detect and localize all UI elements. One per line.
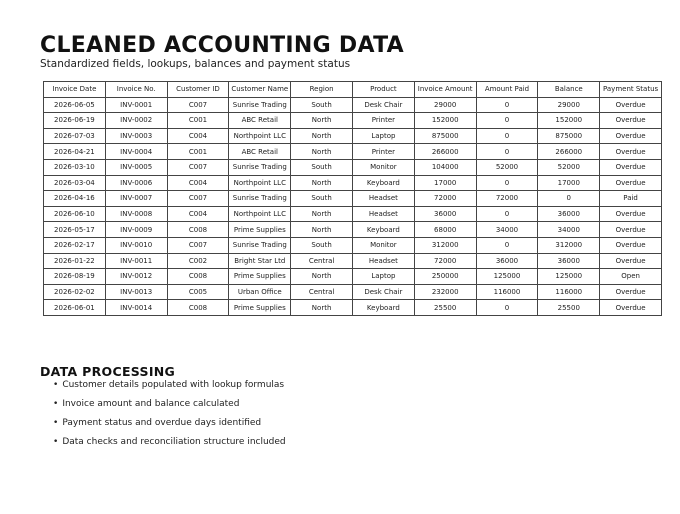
cell-product: Laptop [352, 128, 414, 144]
bullet-icon: • [53, 437, 59, 447]
cell-invoice-date: 2026-06-19 [44, 113, 106, 129]
cell-payment-status: Overdue [600, 300, 662, 316]
cell-invoice-no: INV-0005 [105, 159, 167, 175]
cell-amount-paid: 0 [476, 128, 538, 144]
cell-invoice-amount: 152000 [414, 113, 476, 129]
cell-invoice-date: 2026-01-22 [44, 253, 106, 269]
cell-invoice-no: INV-0008 [105, 206, 167, 222]
table-row [44, 128, 662, 144]
cell-invoice-no: INV-0010 [105, 237, 167, 253]
cell-invoice-no: INV-0004 [105, 144, 167, 160]
table-row [44, 300, 662, 316]
cell-region: North [291, 144, 353, 160]
cell-region: North [291, 269, 353, 285]
cell-payment-status: Overdue [600, 253, 662, 269]
cell-payment-status: Overdue [600, 159, 662, 175]
cell-customer-name: Sunrise Trading [229, 159, 291, 175]
list-item [53, 417, 286, 436]
cell-payment-status: Overdue [600, 128, 662, 144]
cell-customer-name: Sunrise Trading [229, 191, 291, 207]
cell-amount-paid: 0 [476, 206, 538, 222]
cell-amount-paid: 0 [476, 175, 538, 191]
cell-region: North [291, 222, 353, 238]
cell-region: South [291, 97, 353, 113]
header-amount-paid: Amount Paid [476, 82, 538, 98]
table-row [44, 222, 662, 238]
cell-region: North [291, 300, 353, 316]
cell-region: Central [291, 284, 353, 300]
cell-balance: 29000 [538, 97, 600, 113]
cell-balance: 312000 [538, 237, 600, 253]
list-item-text: Invoice amount and balance calculated [62, 399, 240, 409]
cell-invoice-amount: 17000 [414, 175, 476, 191]
cell-amount-paid: 34000 [476, 222, 538, 238]
cell-customer-name: ABC Retail [229, 144, 291, 160]
cell-invoice-no: INV-0012 [105, 269, 167, 285]
header-invoice-date: Invoice Date [44, 82, 106, 98]
cell-customer-id: C007 [167, 159, 229, 175]
cell-amount-paid: 0 [476, 97, 538, 113]
cell-region: South [291, 237, 353, 253]
cell-invoice-date: 2026-02-17 [44, 237, 106, 253]
cell-region: North [291, 175, 353, 191]
cell-product: Keyboard [352, 222, 414, 238]
cell-payment-status: Paid [600, 191, 662, 207]
list-item [53, 379, 286, 398]
cell-payment-status: Overdue [600, 206, 662, 222]
cell-region: North [291, 206, 353, 222]
list-item-text: Payment status and overdue days identified [62, 418, 262, 428]
cell-invoice-date: 2026-03-04 [44, 175, 106, 191]
cell-invoice-amount: 68000 [414, 222, 476, 238]
cell-invoice-no: INV-0002 [105, 113, 167, 129]
cell-balance: 36000 [538, 253, 600, 269]
cell-customer-name: ABC Retail [229, 113, 291, 129]
cell-product: Headset [352, 191, 414, 207]
cell-payment-status: Open [600, 269, 662, 285]
cell-customer-name: Urban Office [229, 284, 291, 300]
table-header [44, 82, 662, 98]
processing-list [53, 379, 286, 455]
cell-product: Monitor [352, 237, 414, 253]
cell-amount-paid: 72000 [476, 191, 538, 207]
cell-region: South [291, 191, 353, 207]
table-row [44, 97, 662, 113]
cell-amount-paid: 0 [476, 300, 538, 316]
bullet-icon: • [53, 418, 59, 428]
cell-invoice-amount: 312000 [414, 237, 476, 253]
cell-balance: 875000 [538, 128, 600, 144]
cell-invoice-date: 2026-06-05 [44, 97, 106, 113]
cell-invoice-amount: 875000 [414, 128, 476, 144]
cell-customer-id: C004 [167, 175, 229, 191]
cell-invoice-no: INV-0003 [105, 128, 167, 144]
cell-invoice-date: 2026-02-02 [44, 284, 106, 300]
page-title: CLEANED ACCOUNTING DATA [40, 33, 405, 58]
cell-amount-paid: 0 [476, 237, 538, 253]
cell-invoice-no: INV-0001 [105, 97, 167, 113]
table-row [44, 144, 662, 160]
cell-product: Monitor [352, 159, 414, 175]
cell-customer-id: C001 [167, 144, 229, 160]
cell-customer-id: C004 [167, 206, 229, 222]
cell-invoice-date: 2026-07-03 [44, 128, 106, 144]
cell-invoice-amount: 250000 [414, 269, 476, 285]
cell-customer-name: Prime Supplies [229, 222, 291, 238]
page-subtitle: Standardized fields, lookups, balances and payment status [40, 58, 351, 70]
cell-product: Printer [352, 113, 414, 129]
cell-customer-name: Bright Star Ltd [229, 253, 291, 269]
cell-invoice-amount: 104000 [414, 159, 476, 175]
cell-invoice-date: 2026-04-21 [44, 144, 106, 160]
cell-product: Laptop [352, 269, 414, 285]
cell-invoice-no: INV-0006 [105, 175, 167, 191]
cell-customer-name: Northpoint LLC [229, 175, 291, 191]
table-row [44, 113, 662, 129]
cell-invoice-amount: 36000 [414, 206, 476, 222]
cell-balance: 0 [538, 191, 600, 207]
list-item [53, 398, 286, 417]
table-row [44, 191, 662, 207]
cell-balance: 25500 [538, 300, 600, 316]
cell-invoice-date: 2026-06-10 [44, 206, 106, 222]
cell-product: Desk Chair [352, 97, 414, 113]
cell-product: Keyboard [352, 300, 414, 316]
cell-customer-id: C007 [167, 97, 229, 113]
cell-region: South [291, 159, 353, 175]
cell-region: Central [291, 253, 353, 269]
header-customer-name: Customer Name [229, 82, 291, 98]
section-heading: DATA PROCESSING [40, 364, 176, 379]
table-row [44, 253, 662, 269]
cell-invoice-date: 2026-03-10 [44, 159, 106, 175]
table-header-row [44, 82, 662, 98]
header-balance: Balance [538, 82, 600, 98]
cell-invoice-amount: 72000 [414, 191, 476, 207]
header-product: Product [352, 82, 414, 98]
cell-balance: 152000 [538, 113, 600, 129]
cell-balance: 17000 [538, 175, 600, 191]
cell-invoice-amount: 232000 [414, 284, 476, 300]
cell-payment-status: Overdue [600, 97, 662, 113]
cell-invoice-no: INV-0009 [105, 222, 167, 238]
cell-payment-status: Overdue [600, 144, 662, 160]
table-row [44, 269, 662, 285]
invoice-table [43, 81, 662, 316]
cell-invoice-no: INV-0011 [105, 253, 167, 269]
header-customer-id: Customer ID [167, 82, 229, 98]
cell-balance: 116000 [538, 284, 600, 300]
cell-payment-status: Overdue [600, 113, 662, 129]
cell-payment-status: Overdue [600, 222, 662, 238]
cell-balance: 36000 [538, 206, 600, 222]
cell-invoice-date: 2026-06-01 [44, 300, 106, 316]
list-item [53, 436, 286, 455]
cell-amount-paid: 0 [476, 113, 538, 129]
cell-customer-id: C004 [167, 128, 229, 144]
table-row [44, 237, 662, 253]
cell-customer-name: Prime Supplies [229, 269, 291, 285]
cell-payment-status: Overdue [600, 284, 662, 300]
cell-customer-id: C008 [167, 269, 229, 285]
header-payment-status: Payment Status [600, 82, 662, 98]
cell-amount-paid: 36000 [476, 253, 538, 269]
header-region: Region [291, 82, 353, 98]
cell-payment-status: Overdue [600, 175, 662, 191]
table-row [44, 284, 662, 300]
cell-customer-name: Northpoint LLC [229, 128, 291, 144]
cell-invoice-date: 2026-08-19 [44, 269, 106, 285]
cell-customer-name: Prime Supplies [229, 300, 291, 316]
cell-product: Headset [352, 253, 414, 269]
header-invoice-no: Invoice No. [105, 82, 167, 98]
cell-product: Desk Chair [352, 284, 414, 300]
table-row [44, 175, 662, 191]
table-body [44, 97, 662, 315]
cell-amount-paid: 0 [476, 144, 538, 160]
cell-customer-id: C002 [167, 253, 229, 269]
cell-product: Printer [352, 144, 414, 160]
cell-amount-paid: 125000 [476, 269, 538, 285]
cell-customer-name: Sunrise Trading [229, 237, 291, 253]
cell-invoice-amount: 29000 [414, 97, 476, 113]
cell-customer-id: C001 [167, 113, 229, 129]
cell-balance: 125000 [538, 269, 600, 285]
cell-amount-paid: 116000 [476, 284, 538, 300]
cell-invoice-date: 2026-04-16 [44, 191, 106, 207]
cell-product: Headset [352, 206, 414, 222]
cell-balance: 52000 [538, 159, 600, 175]
cell-customer-name: Sunrise Trading [229, 97, 291, 113]
list-item-text: Customer details populated with lookup formulas [62, 380, 285, 390]
cell-customer-id: C007 [167, 237, 229, 253]
cell-customer-id: C005 [167, 284, 229, 300]
bullet-icon: • [53, 399, 59, 409]
cell-product: Keyboard [352, 175, 414, 191]
cell-invoice-no: INV-0007 [105, 191, 167, 207]
cell-balance: 266000 [538, 144, 600, 160]
cell-customer-id: C007 [167, 191, 229, 207]
table-row [44, 159, 662, 175]
cell-customer-id: C008 [167, 300, 229, 316]
bullet-icon: • [53, 380, 59, 390]
cell-invoice-amount: 25500 [414, 300, 476, 316]
list-item-text: Data checks and reconciliation structure included [62, 437, 286, 447]
cell-invoice-amount: 266000 [414, 144, 476, 160]
cell-invoice-no: INV-0013 [105, 284, 167, 300]
cell-customer-name: Northpoint LLC [229, 206, 291, 222]
cell-payment-status: Overdue [600, 237, 662, 253]
cell-region: North [291, 113, 353, 129]
table-row [44, 206, 662, 222]
cell-region: North [291, 128, 353, 144]
cell-amount-paid: 52000 [476, 159, 538, 175]
cell-balance: 34000 [538, 222, 600, 238]
header-invoice-amount: Invoice Amount [414, 82, 476, 98]
cell-invoice-date: 2026-05-17 [44, 222, 106, 238]
cell-invoice-amount: 72000 [414, 253, 476, 269]
cell-invoice-no: INV-0014 [105, 300, 167, 316]
cell-customer-id: C008 [167, 222, 229, 238]
